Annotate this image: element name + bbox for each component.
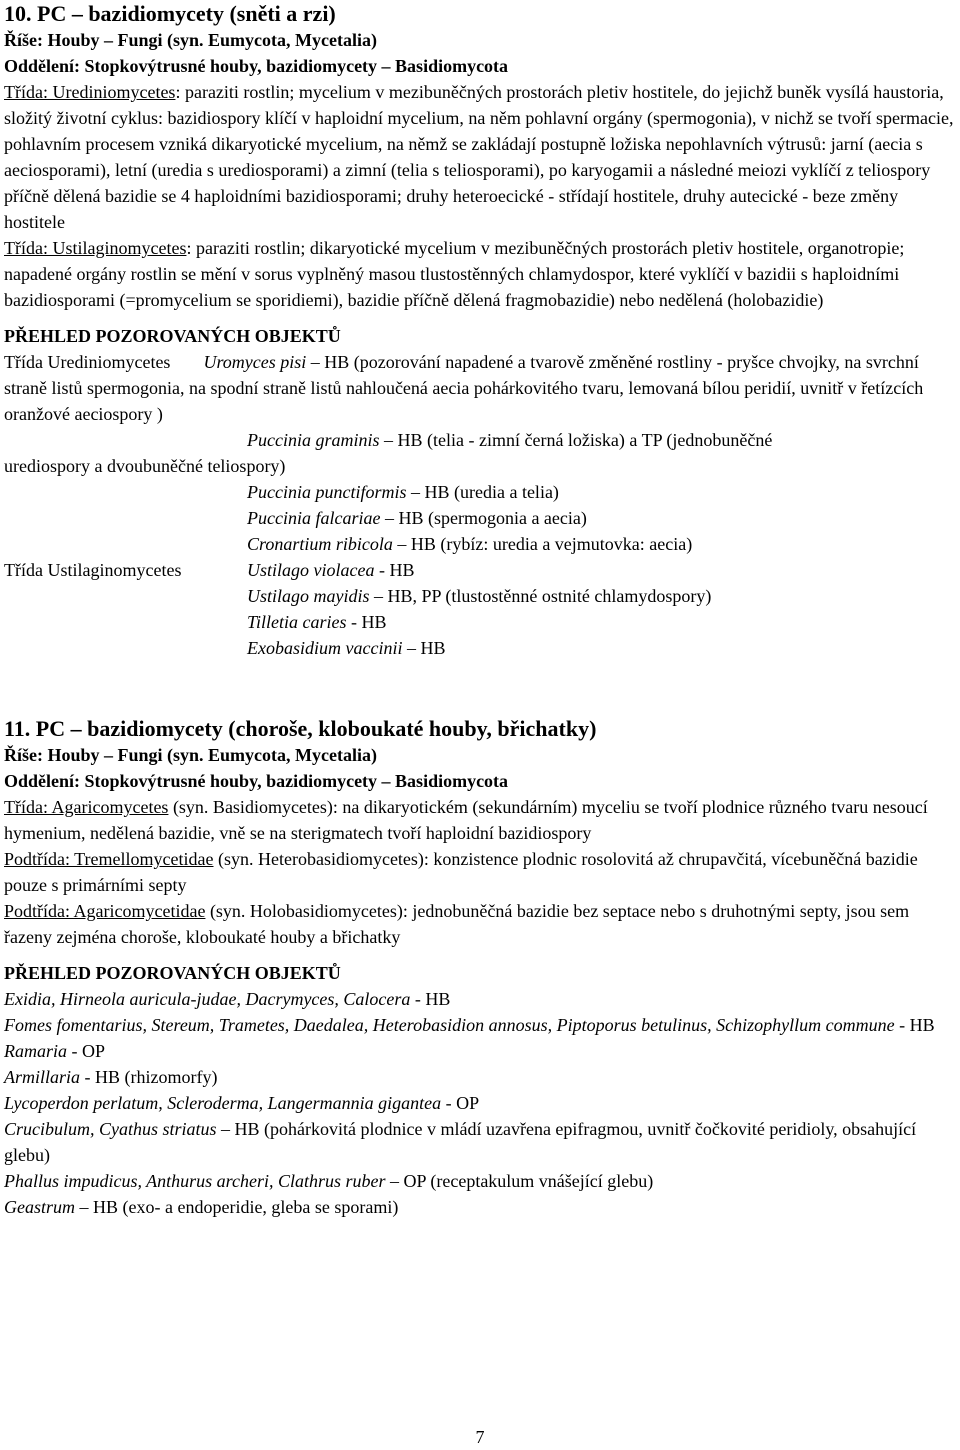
species-note: - OP: [441, 1093, 480, 1113]
observed-puccinia-falcariae: [4, 505, 956, 531]
class-urediniomycetes-label: Třída: Urediniomycetes: [4, 82, 176, 102]
subclass-tremellomycetidae-text: (syn. Heterobasidiomycetes): konzistence plodnic rosolovitá až chrupavčitá, vícebuněčná bazidie pouze s primárními septy: [4, 849, 918, 895]
species-note: – HB (pozorování napadené a tvarově změněné rostliny - pryšce chvojky, na svrchní straně listů spermogonia, na spodní straně listů nahloučená aecia pohárkovitého tvaru, lemovaná bílou peridií, uvnitř v řetízcích oranžové aeciospory ): [4, 352, 924, 424]
observed-item: [4, 1116, 956, 1168]
species-name: Ustilago violacea: [247, 560, 375, 580]
species-name: Fomes fomentarius, Stereum, Trametes, Daedalea, Heterobasidion annosus, Piptoporus betulinus, Schizophyllum commune: [4, 1015, 895, 1035]
species-name: Exidia, Hirneola auricula-judae, Dacrymyces, Calocera: [4, 989, 411, 1009]
species-note: – HB (telia - zimní černá ložiska) a TP (jednobuněčné: [379, 430, 773, 450]
species-name: Lycoperdon perlatum, Scleroderma, Langermannia gigantea: [4, 1093, 442, 1113]
observed-tilletia: [4, 609, 956, 635]
species-note: – HB: [402, 638, 446, 658]
class-ustilaginomycetes-text: : paraziti rostlin; dikaryotické mycelium v mezibuněčných prostorách pletiv hostitele, organotropie; napadené orgány rostlin se mění v sorus vyplněný masou tlustostěnných chlamydospor, které vyklíčí v bazidii s haploidními bazidiosporami (=promycelium se sporidiemi), bazidie příčně dělená fragmobazidie) nebo nedělená (holobazidie): [4, 238, 905, 310]
observed-exobasidium: [4, 635, 956, 661]
species-note: - HB: [374, 560, 415, 580]
species-name: Ustilago mayidis: [247, 586, 370, 606]
class-agaricomycetes-text: (syn. Basidiomycetes): na dikaryotickém (sekundárním) myceliu se tvoří plodnice různého tvaru nesoucí hymenium, nedělená bazidie, vně se na sterigmatech tvoří haploidní bazidiospory: [4, 797, 928, 843]
section-11-title: 11. PC – bazidiomycety (choroše, kloboukaté houby, břichatky): [4, 716, 597, 741]
observed-item: [4, 1064, 956, 1090]
observed-item: [4, 1090, 956, 1116]
subclass-tremellomycetidae-label: Podtřída: Tremellomycetidae: [4, 849, 214, 869]
observed-item: [4, 1168, 956, 1194]
observed-item: [4, 986, 956, 1012]
page-number: 7: [475, 1427, 485, 1447]
section-10-division: Oddělení: Stopkovýtrusné houby, bazidiomycety – Basidiomycota: [4, 56, 509, 76]
species-note: – HB (exo- a endoperidie, gleba se sporami): [75, 1197, 399, 1217]
subclass-agaricomycetidae-label: Podtřída: Agaricomycetidae: [4, 901, 206, 921]
species-name: Uromyces pisi: [203, 352, 307, 372]
class-agaricomycetes-paragraph: [4, 794, 956, 846]
species-note: - HB: [410, 989, 451, 1009]
observed-item: [4, 1038, 956, 1064]
observed-puccinia-graminis: [4, 427, 956, 453]
species-note: - HB: [894, 1015, 935, 1035]
document-page: [4, 0, 956, 1220]
species-name: Cronartium ribicola: [247, 534, 393, 554]
species-note: – HB (rybíz: uredia a vejmutovka: aecia): [392, 534, 693, 554]
species-name: Phallus impudicus, Anthurus archeri, Clathrus ruber: [4, 1171, 386, 1191]
species-name: Crucibulum, Cyathus striatus: [4, 1119, 217, 1139]
subclass-agaricomycetidae-text: (syn. Holobasidiomycetes): jednobuněčná bazidie bez septace nebo s druhotnými septy, jsou sem řazeny zejména choroše, kloboukaté houby a břichatky: [4, 901, 910, 947]
section-11-observed-list: [4, 986, 956, 1220]
species-name: Exobasidium vaccinii: [247, 638, 403, 658]
species-note: - HB: [346, 612, 387, 632]
species-note: – HB (uredia a telia): [406, 482, 559, 502]
class-agaricomycetes-label: Třída: Agaricomycetes: [4, 797, 169, 817]
species-note: – HB (spermogonia a aecia): [380, 508, 587, 528]
observed-puccinia-punctiformis: [4, 479, 956, 505]
observed-ustilago-mayidis: [4, 583, 956, 609]
class-ustilaginomycetes-paragraph: [4, 235, 956, 313]
section-11-division: Oddělení: Stopkovýtrusné houby, bazidiomycety – Basidiomycota: [4, 771, 509, 791]
observed-puccinia-graminis-cont: urediospory a dvoubuněčné teliospory): [4, 456, 286, 476]
class-urediniomycetes-text: : paraziti rostlin; mycelium v mezibuněčných prostorách pletiv hostitele, do jejichž buněk vysílá haustoria, složitý životní cyklus: bazidiospory klíčí v haploidní mycelium, na něm pohlavní orgány (spermogonia), v nichž se tvoří spermacie, pohlavním procesem vzniká dikaryotické mycelium, na němž se zakládají postupně ložiska nepohlavních výtrusů: jarní (aecia s aeciosporami), letní (uredia s urediosporami) a zimní (telia s teliosporami), po karyogamii a následné meiozi vyklíčí z teliospory příčně dělená bazidie se 4 haploidními bazidiosporami; druhy heteroecické - střídají hostitele, druhy autecické - beze změny hostitele: [4, 82, 954, 232]
species-name: Puccinia falcariae: [247, 508, 381, 528]
observed-item: [4, 1012, 956, 1038]
section-10-observed-list: [4, 349, 956, 661]
class-ustilaginomycetes-heading: Třída Ustilaginomycetes: [4, 560, 182, 580]
class-urediniomycetes-heading: Třída Urediniomycetes: [4, 352, 171, 372]
section-11-observed-heading: PŘEHLED POZOROVANÝCH OBJEKTŮ: [4, 963, 341, 983]
observed-ustilago-violacea: [4, 557, 956, 583]
species-name: Geastrum: [4, 1197, 75, 1217]
species-note: – HB (pohárkovitá plodnice v mládí uzavřena epifragmou, uvnitř čočkovité peridioly, obsahující glebu): [4, 1119, 917, 1165]
section-10-title: 10. PC – bazidiomycety (sněti a rzi): [4, 1, 336, 26]
species-name: Tilletia caries: [247, 612, 347, 632]
species-name: Armillaria: [4, 1067, 81, 1087]
species-name: Puccinia graminis: [247, 430, 380, 450]
species-name: Ramaria: [4, 1041, 67, 1061]
class-urediniomycetes-paragraph: [4, 79, 956, 235]
species-name: Puccinia punctiformis: [247, 482, 407, 502]
species-note: - HB (rhizomorfy): [80, 1067, 218, 1087]
observed-item: [4, 1194, 956, 1220]
observed-uromyces: [4, 349, 956, 427]
species-note: – HB, PP (tlustostěnné ostnité chlamydospory): [369, 586, 712, 606]
class-ustilaginomycetes-label: Třída: Ustilaginomycetes: [4, 238, 187, 258]
section-10-observed-heading: PŘEHLED POZOROVANÝCH OBJEKTŮ: [4, 326, 341, 346]
observed-cronartium: [4, 531, 956, 557]
subclass-tremellomycetidae-paragraph: [4, 846, 956, 898]
section-10-kingdom: Říše: Houby – Fungi (syn. Eumycota, Mycetalia): [4, 30, 377, 50]
section-11-kingdom: Říše: Houby – Fungi (syn. Eumycota, Mycetalia): [4, 745, 377, 765]
subclass-agaricomycetidae-paragraph: [4, 898, 956, 950]
section-10-description: [4, 79, 956, 313]
species-note: – OP (receptakulum vnášející glebu): [385, 1171, 654, 1191]
species-note: - OP: [67, 1041, 106, 1061]
